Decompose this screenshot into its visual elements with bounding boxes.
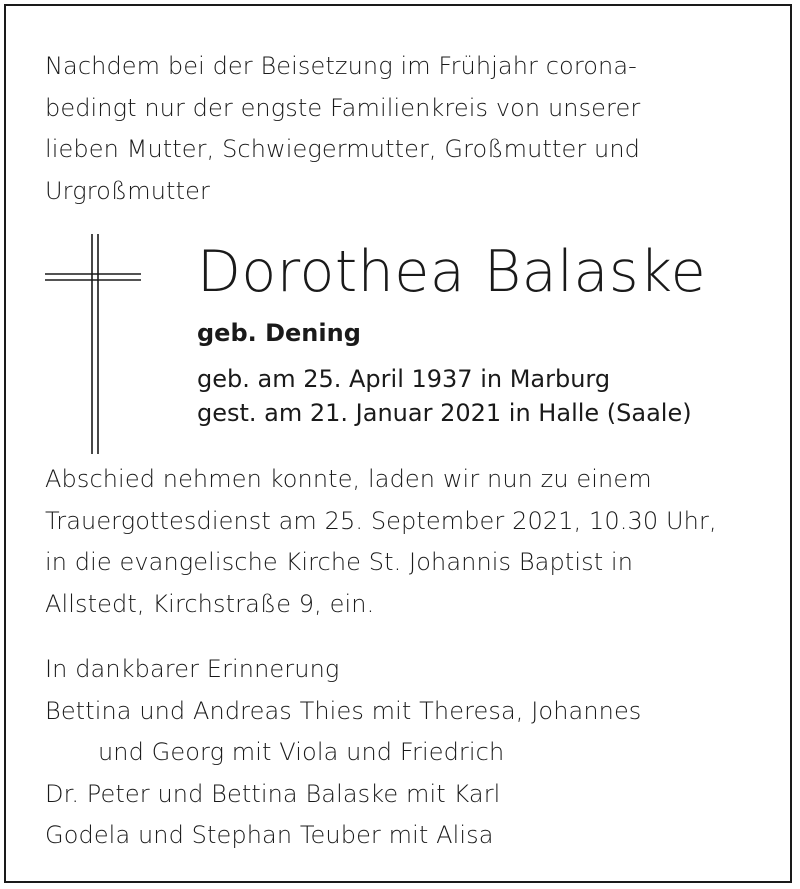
family-line: Bettina und Andreas Thies mit Theresa, Johannes bbox=[45, 696, 642, 725]
details-line: Allstedt, Kirchstraße 9, ein. bbox=[45, 589, 375, 618]
life-dates bbox=[197, 362, 692, 430]
details-line: Trauergottesdienst am 25. September 2021, 10.30 Uhr, bbox=[45, 506, 717, 535]
intro-line: lieben Mutter, Schwiegermutter, Großmutter und bbox=[45, 135, 640, 163]
details-line: Abschied nehmen konnte, laden wir nun zu einem bbox=[45, 465, 652, 493]
service-details bbox=[45, 459, 717, 625]
birth-date: geb. am 25. April 1937 in Marburg bbox=[197, 365, 611, 393]
signoff-heading: In dankbarer Erinnerung bbox=[45, 655, 340, 683]
intro-line: bedingt nur der engste Familienkreis von unserer bbox=[45, 93, 641, 122]
intro-paragraph bbox=[45, 46, 640, 212]
deceased-name: Dorothea Balaske bbox=[197, 239, 707, 305]
family-line: Godela und Stephan Teuber mit Alisa bbox=[45, 821, 494, 849]
family-line: Dr. Peter und Bettina Balaske mit Karl bbox=[45, 779, 501, 808]
maiden-name: geb. Dening bbox=[197, 319, 361, 347]
death-date: gest. am 21. Januar 2021 in Halle (Saale) bbox=[197, 399, 692, 427]
signoff bbox=[45, 649, 641, 857]
cross-icon bbox=[45, 234, 141, 454]
intro-line: Nachdem bei der Beisetzung im Frühjahr corona- bbox=[45, 52, 637, 80]
intro-line: Urgroßmutter bbox=[45, 176, 210, 205]
family-line: und Georg mit Viola und Friedrich bbox=[98, 738, 505, 766]
details-line: in die evangelische Kirche St. Johannis Baptist in bbox=[45, 548, 634, 576]
